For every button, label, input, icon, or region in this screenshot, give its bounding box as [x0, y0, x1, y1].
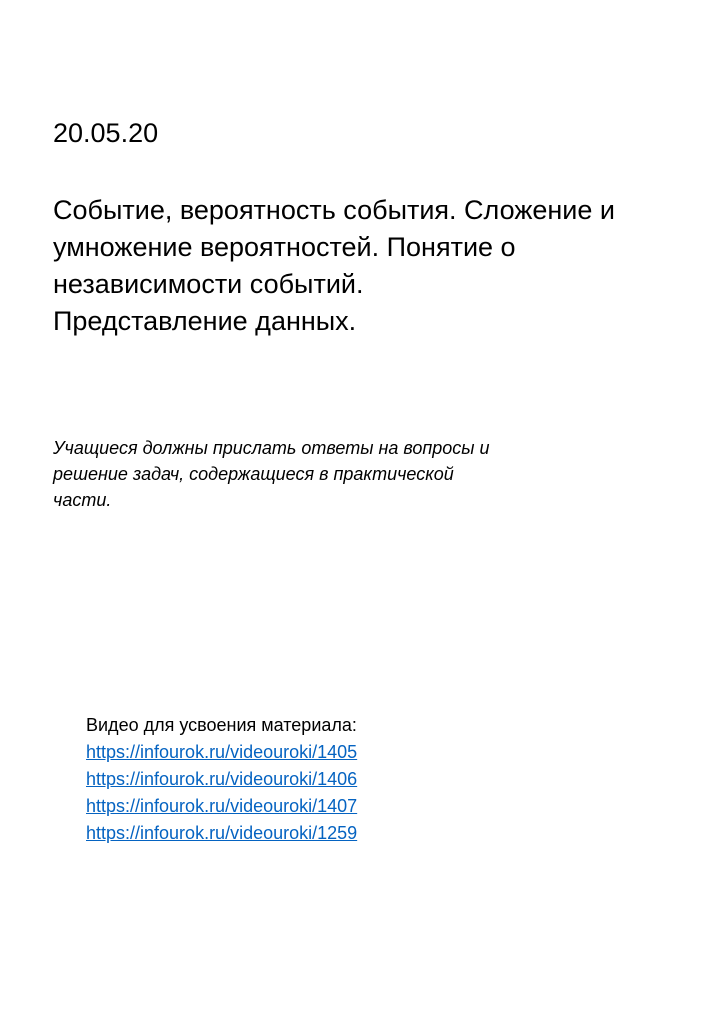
video-link-1405[interactable]: https://infourok.ru/videouroki/1405	[86, 742, 358, 762]
topic-line: Событие, вероятность события. Сложение и	[53, 195, 615, 225]
video-link-list	[86, 739, 486, 847]
list-item	[86, 739, 486, 766]
instruction-line: решение задач, содержащиеся в практической	[53, 464, 454, 484]
lesson-date: 20.05.20	[53, 118, 159, 148]
list-item	[86, 820, 486, 847]
topic-line: умножение вероятностей. Понятие о	[53, 232, 516, 262]
list-item	[86, 766, 486, 793]
video-link-1407[interactable]: https://infourok.ru/videouroki/1407	[86, 796, 358, 816]
video-materials	[86, 712, 486, 847]
list-item	[86, 793, 486, 820]
topic-line: Представление данных.	[53, 306, 357, 336]
instruction-line: Учащиеся должны прислать ответы на вопросы и	[53, 438, 490, 458]
topic-line: независимости событий.	[53, 269, 364, 299]
student-instruction	[53, 435, 613, 513]
video-materials-title: Видео для усвоения материала:	[86, 715, 357, 735]
video-link-1406[interactable]: https://infourok.ru/videouroki/1406	[86, 769, 358, 789]
video-link-1259[interactable]: https://infourok.ru/videouroki/1259	[86, 823, 358, 843]
instruction-line: части.	[53, 490, 112, 510]
lesson-topic	[53, 192, 673, 340]
